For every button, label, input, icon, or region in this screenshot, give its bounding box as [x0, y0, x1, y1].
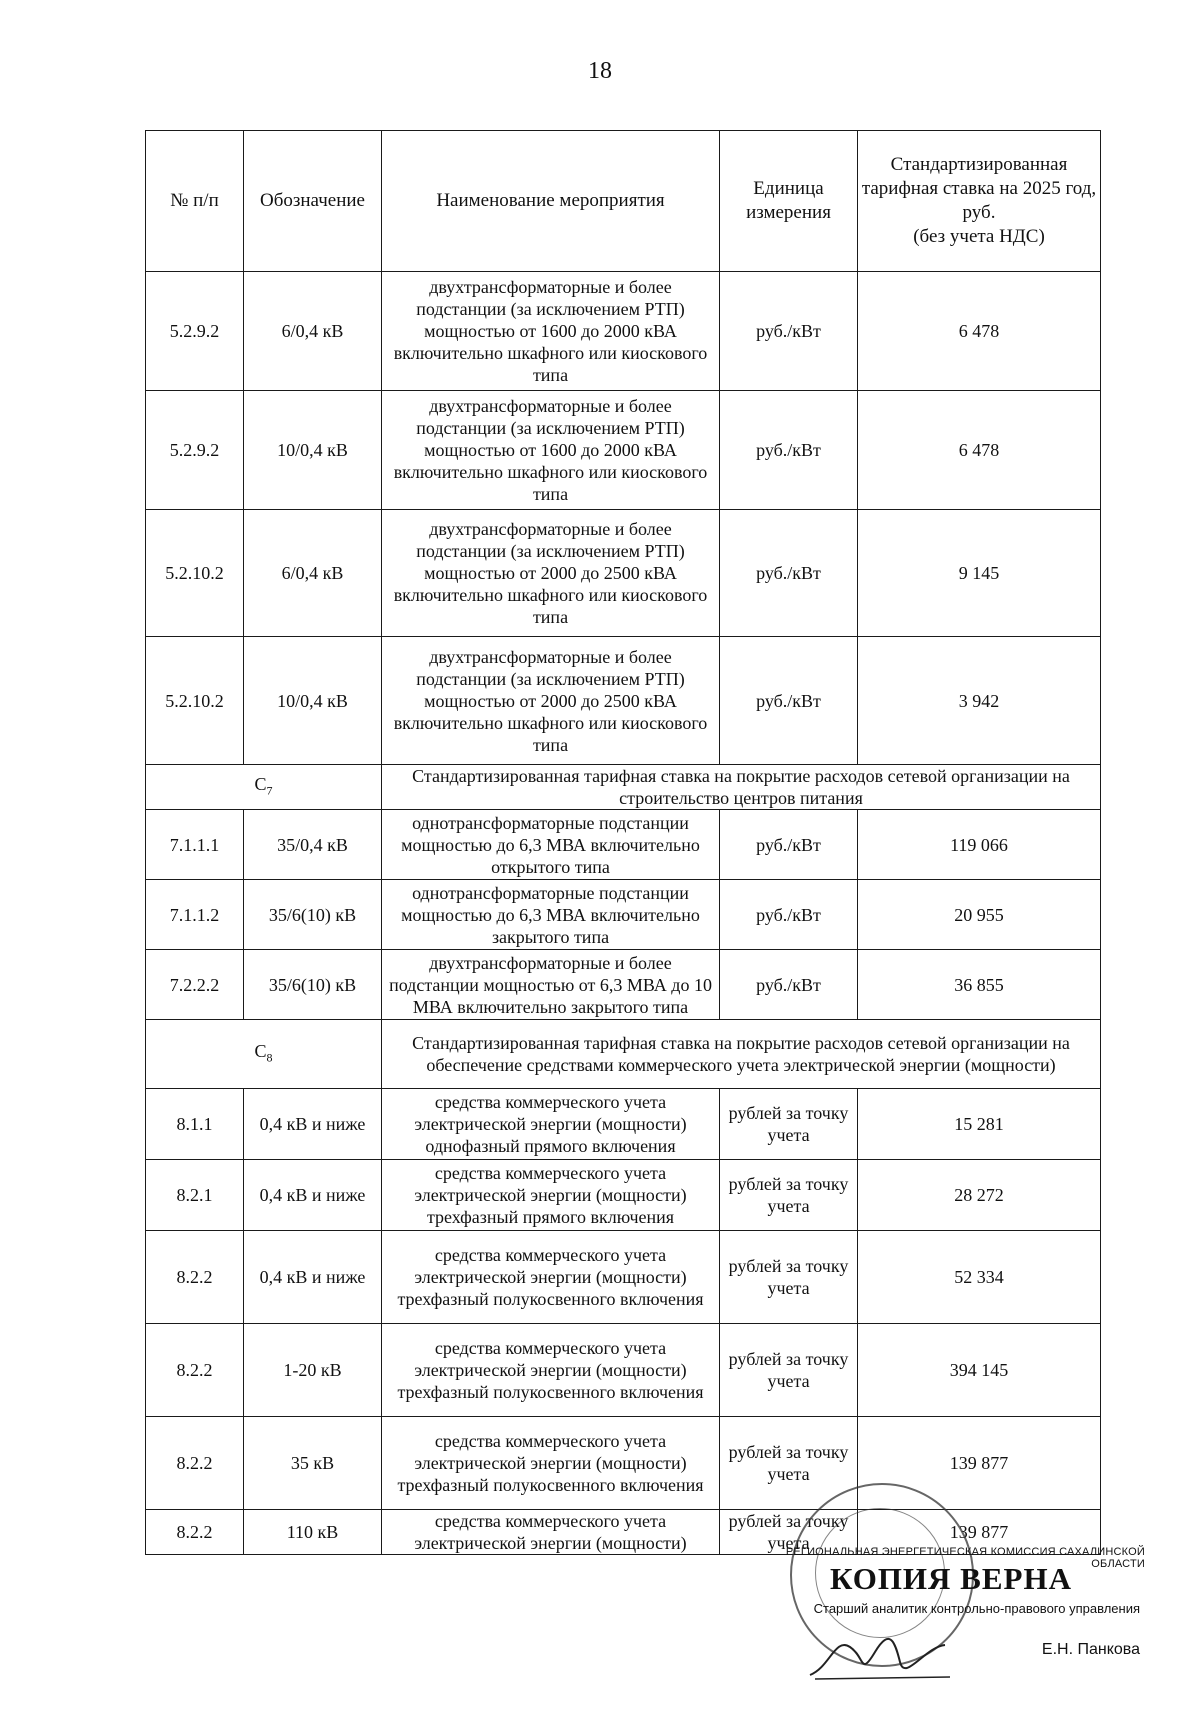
cell-name: средства коммерческого учета электрической энергии (мощности) трехфазный полукосвенного включения [382, 1417, 720, 1510]
cell-designation: 0,4 кВ и ниже [244, 1089, 382, 1160]
stamp-name: Е.Н. Панкова [1041, 1641, 1140, 1658]
cell-designation: 0,4 кВ и ниже [244, 1231, 382, 1324]
cell-rate: 36 855 [858, 950, 1101, 1020]
cell-name: средства коммерческого учета электрической энергии (мощности) однофазный прямого включения [382, 1089, 720, 1160]
section-row-c8 [146, 1020, 1101, 1089]
cell-name: двухтрансформаторные и более подстанции (за исключением РТП) мощностью от 1600 до 2000 кВА включительно шкафного или киоскового типа [382, 272, 720, 391]
cell-num: 8.2.2 [146, 1324, 244, 1417]
cell-unit: рублей за точку учета [720, 1417, 858, 1510]
cell-rate: 15 281 [858, 1089, 1101, 1160]
cell-name: средства коммерческого учета электрической энергии (мощности) трехфазный полукосвенного включения [382, 1324, 720, 1417]
cell-name: однотрансформаторные подстанции мощностью до 6,3 МВА включительно закрытого типа [382, 880, 720, 950]
cell-name: двухтрансформаторные и более подстанции (за исключением РТП) мощностью от 1600 до 2000 кВА включительно шкафного или киоскового типа [382, 391, 720, 510]
cell-designation: 35/6(10) кВ [244, 880, 382, 950]
cell-unit: рублей за точку учета [720, 1231, 858, 1324]
cell-rate: 3 942 [858, 637, 1101, 765]
certification-stamp [770, 1535, 1145, 1705]
cell-name: средства коммерческого учета электрической энергии (мощности) трехфазный прямого включения [382, 1160, 720, 1231]
cell-unit: руб./кВт [720, 391, 858, 510]
table-row [146, 1231, 1101, 1324]
section-title: Стандартизированная тарифная ставка на покрытие расходов сетевой организации на строительство центров питания [382, 765, 1101, 810]
cell-rate: 394 145 [858, 1324, 1101, 1417]
cell-designation: 110 кВ [244, 1510, 382, 1555]
stamp-position: Старший аналитик контрольно-правового управления [813, 1601, 1140, 1616]
section-symbol: $C_7$ [146, 765, 382, 810]
cell-unit: руб./кВт [720, 637, 858, 765]
cell-unit: руб./кВт [720, 950, 858, 1020]
table-row [146, 391, 1101, 510]
cell-name: однотрансформаторные подстанции мощностью до 6,3 МВА включительно открытого типа [382, 810, 720, 880]
cell-designation: 35/0,4 кВ [244, 810, 382, 880]
cell-num: 8.2.1 [146, 1160, 244, 1231]
table-row [146, 510, 1101, 637]
cell-rate: 20 955 [858, 880, 1101, 950]
section-symbol: $C_8$ [146, 1020, 382, 1089]
cell-name: двухтрансформаторные и более подстанции (за исключением РТП) мощностью от 2000 до 2500 кВА включительно шкафного или киоскового типа [382, 510, 720, 637]
table-row [146, 1417, 1101, 1510]
cell-rate: 6 478 [858, 272, 1101, 391]
table-row [146, 1160, 1101, 1231]
cell-rate: 139 877 [858, 1417, 1101, 1510]
cell-unit: руб./кВт [720, 272, 858, 391]
cell-rate: 52 334 [858, 1231, 1101, 1324]
tariff-table [145, 130, 1101, 1555]
cell-name: средства коммерческого учета электрической энергии (мощности) трехфазный полукосвенного включения [382, 1231, 720, 1324]
cell-designation: 6/0,4 кВ [244, 272, 382, 391]
cell-num: 5.2.9.2 [146, 272, 244, 391]
cell-designation: 0,4 кВ и ниже [244, 1160, 382, 1231]
cell-num: 7.1.1.1 [146, 810, 244, 880]
cell-num: 5.2.10.2 [146, 510, 244, 637]
cell-name: двухтрансформаторные и более подстанции мощностью от 6,3 МВА до 10 МВА включительно закрытого типа [382, 950, 720, 1020]
header-name: Наименование мероприятия [382, 131, 720, 272]
cell-num: 8.2.2 [146, 1510, 244, 1555]
cell-designation: 35/6(10) кВ [244, 950, 382, 1020]
cell-unit: руб./кВт [720, 880, 858, 950]
cell-unit: руб./кВт [720, 810, 858, 880]
cell-num: 8.2.2 [146, 1417, 244, 1510]
table-row [146, 950, 1101, 1020]
table-row [146, 1089, 1101, 1160]
cell-designation: 35 кВ [244, 1417, 382, 1510]
section-title: Стандартизированная тарифная ставка на покрытие расходов сетевой организации на обеспечение средствами коммерческого учета электрической энергии (мощности) [382, 1020, 1101, 1089]
cell-unit: рублей за точку учета [720, 1324, 858, 1417]
header-unit: Единица измерения [720, 131, 858, 272]
cell-num: 8.1.1 [146, 1089, 244, 1160]
header-rate: Стандартизированная тарифная ставка на 2025 год, руб. (без учета НДС) [858, 131, 1101, 272]
section-row-c7 [146, 765, 1101, 810]
cell-rate: 119 066 [858, 810, 1101, 880]
stamp-organization: РЕГИОНАЛЬНАЯ ЭНЕРГЕТИЧЕСКАЯ КОМИССИЯ САХАЛИНСКОЙ ОБЛАСТИ [785, 1546, 1145, 1570]
cell-rate: 9 145 [858, 510, 1101, 637]
table-row [146, 637, 1101, 765]
cell-designation: 10/0,4 кВ [244, 637, 382, 765]
stamp-title: КОПИЯ ВЕРНА [830, 1561, 1072, 1596]
cell-num: 5.2.9.2 [146, 391, 244, 510]
table-row [146, 810, 1101, 880]
cell-designation: 6/0,4 кВ [244, 510, 382, 637]
cell-name: средства коммерческого учета электрической энергии (мощности) [382, 1510, 720, 1555]
page-number: 18 [588, 58, 612, 84]
cell-unit: рублей за точку учета [720, 1510, 858, 1555]
cell-rate: 139 877 [858, 1510, 1101, 1555]
cell-num: 7.2.2.2 [146, 950, 244, 1020]
cell-unit: руб./кВт [720, 510, 858, 637]
cell-unit: рублей за точку учета [720, 1160, 858, 1231]
cell-rate: 6 478 [858, 391, 1101, 510]
header-num: № п/п [146, 131, 244, 272]
table-row [146, 1324, 1101, 1417]
cell-name: двухтрансформаторные и более подстанции (за исключением РТП) мощностью от 2000 до 2500 кВА включительно шкафного или киоскового типа [382, 637, 720, 765]
cell-num: 8.2.2 [146, 1231, 244, 1324]
cell-designation: 10/0,4 кВ [244, 391, 382, 510]
table-row [146, 272, 1101, 391]
cell-unit: рублей за точку учета [720, 1089, 858, 1160]
cell-designation: 1-20 кВ [244, 1324, 382, 1417]
header-designation: Обозначение [244, 131, 382, 272]
cell-num: 7.1.1.2 [146, 880, 244, 950]
table-header-row [146, 131, 1101, 272]
table-row [146, 880, 1101, 950]
cell-rate: 28 272 [858, 1160, 1101, 1231]
cell-num: 5.2.10.2 [146, 637, 244, 765]
